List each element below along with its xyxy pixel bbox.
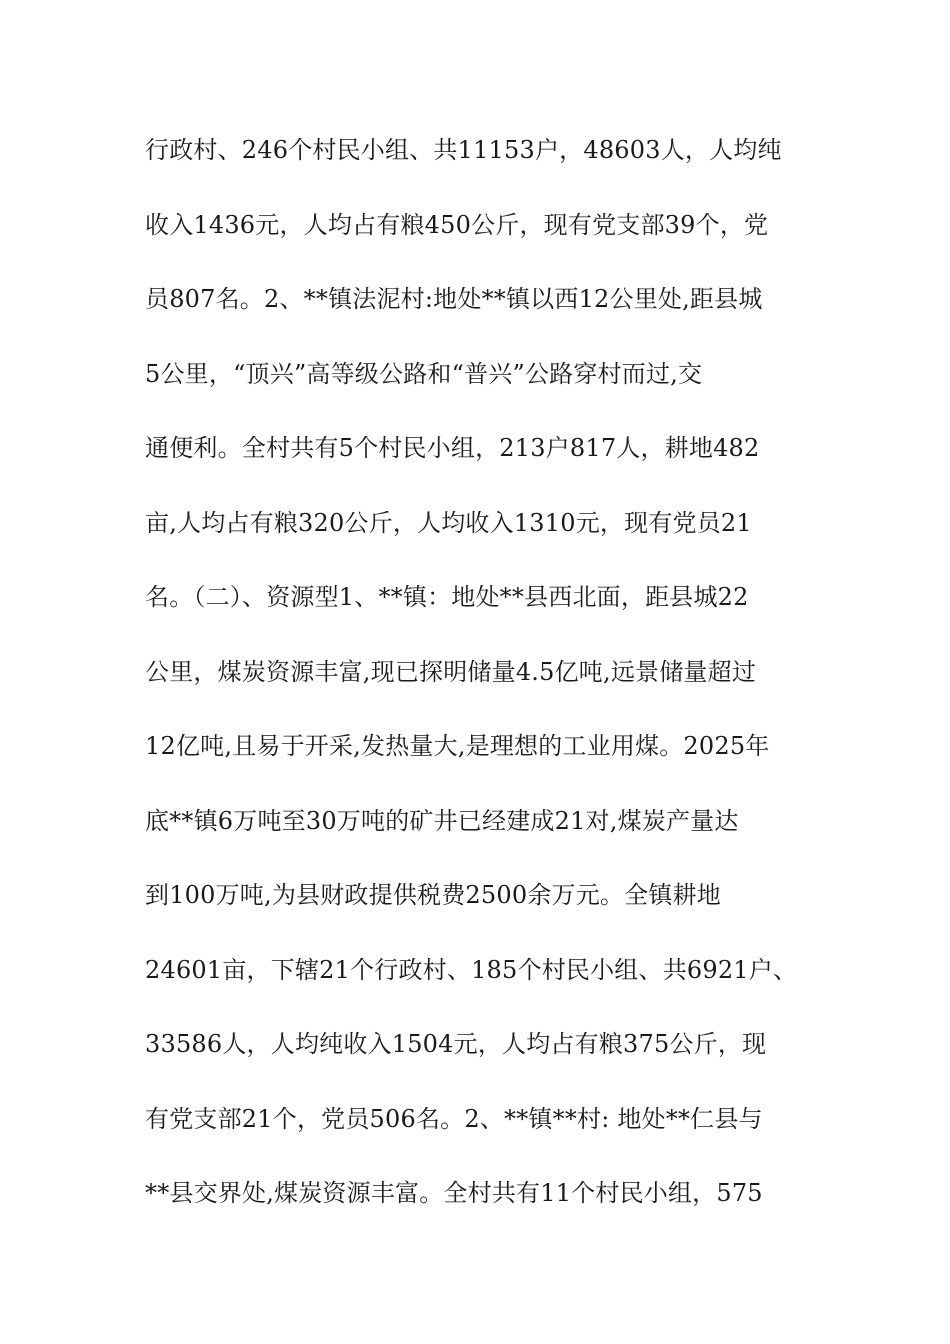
- text-line: 底**镇6万吨至30万吨的矿井已经建成21对,煤炭产量达: [145, 806, 739, 835]
- text-line: 行政村、246个村民小组、共11153户，48603人，人均纯: [145, 136, 782, 164]
- text-line: 24601亩，下辖21个行政村、185个村民小组、共6921户、: [145, 955, 798, 984]
- text-line: 33586人，人均纯收入1504元，人均占有粮375公斤，现: [145, 1030, 767, 1058]
- text-line: 5公里，“顶兴”高等级公路和“普兴”公路穿村而过,交: [145, 359, 703, 388]
- text-line: 亩,人均占有粮320公斤，人均收入1310元，现有党员21: [145, 508, 752, 537]
- body-text: [145, 128, 815, 1246]
- text-line: **县交界处,煤炭资源丰富。全村共有11个村民小组，575: [145, 1179, 763, 1207]
- text-line: 到100万吨,为县财政提供税费2500余万元。全镇耕地: [145, 881, 721, 909]
- text-line: 通便利。全村共有5个村民小组，213户817人，耕地482: [145, 434, 760, 462]
- text-line: 员807名。2、**镇法泥村:地处**镇以西12公里处,距县城: [145, 285, 763, 313]
- text-line: 12亿吨,且易于开采,发热量大,是理想的工业用煤。2025年: [145, 732, 770, 760]
- text-line: 收入1436元，人均占有粮450公斤，现有党支部39个，党: [145, 210, 769, 239]
- text-line: 公里，煤炭资源丰富,现已探明储量4.5亿吨,远景储量超过: [145, 657, 757, 686]
- text-line: 名。（二）、资源型1、**镇：地处**县西北面，距县城22: [145, 583, 749, 611]
- text-line: 有党支部21个，党员506名。2、**镇**村: 地处**仁县与: [145, 1104, 763, 1133]
